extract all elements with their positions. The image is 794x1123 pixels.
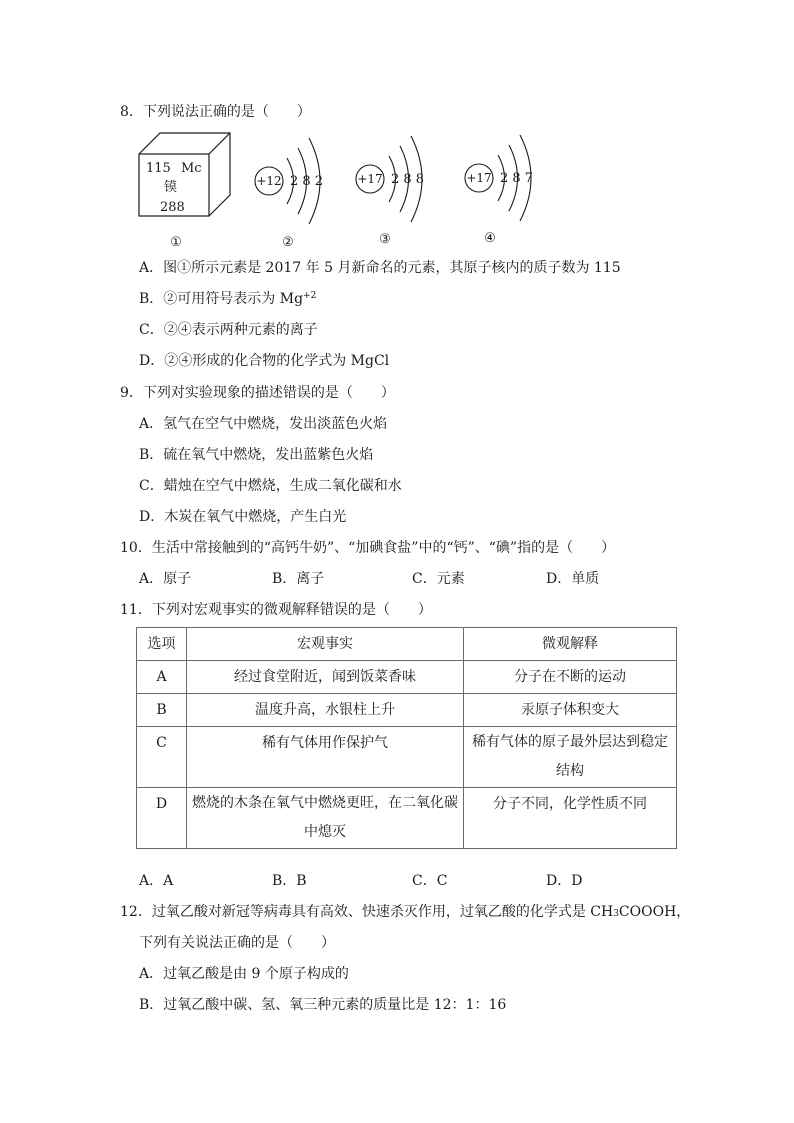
- table-cell: 汞原子体积变大: [464, 694, 677, 727]
- table-header-cell: 微观解释: [464, 628, 677, 661]
- atom4-shells: 2 8 7: [500, 171, 534, 186]
- atom2-nucleus: +12: [256, 174, 282, 188]
- q8-option-b-charge: +2: [303, 291, 317, 301]
- fig-label-4: ④: [484, 231, 496, 246]
- q9-option-d: D．木炭在氧气中燃烧，产生白光: [139, 509, 347, 525]
- atom-structure-4: [465, 135, 533, 221]
- q12-stem-part2: COOOH，: [618, 904, 691, 920]
- table-cell: A: [137, 661, 187, 694]
- q11-table: [136, 627, 677, 849]
- table-cell: 经过食堂附近，闻到饭菜香味: [187, 661, 464, 694]
- q12-stem-line2: 下列有关说法正确的是（ ）: [139, 935, 335, 951]
- q11-stem: 11．下列对宏观事实的微观解释错误的是（ ）: [120, 602, 432, 618]
- q9-stem: 9．下列对实验现象的描述错误的是（ ）: [120, 385, 395, 401]
- q8-figure: [0, 0, 794, 260]
- q11-option-b: B．B: [272, 873, 307, 889]
- table-cell: 温度升高，水银柱上升: [187, 694, 464, 727]
- element-mass: 288: [160, 200, 185, 215]
- atom-structure-2: [255, 138, 323, 224]
- q11-options: [139, 871, 639, 891]
- q10-stem: 10．生活中常接触到的“高钙牛奶”、“加碘食盐”中的“钙”、“碘”指的是（ ）: [120, 540, 616, 556]
- q11-option-a: A．A: [139, 873, 174, 889]
- table-cell: D: [137, 788, 187, 849]
- q10-option-b: B．离子: [272, 571, 325, 587]
- element-name: 镆: [164, 180, 178, 195]
- element-number: 115: [146, 161, 171, 176]
- table-cell: 稀有气体用作保护气: [187, 727, 464, 788]
- element-box-figure: [139, 133, 230, 216]
- q9-option-c: C．蜡烛在空气中燃烧，生成二氧化碳和水: [139, 478, 402, 494]
- table-row: [137, 788, 677, 849]
- q8-option-b: [139, 289, 316, 309]
- table-header-cell: 宏观事实: [187, 628, 464, 661]
- atom-structure-3: [356, 136, 424, 222]
- q8-option-b-text: B．②可用符号表示为 Mg: [139, 291, 304, 307]
- fig-label-3: ③: [379, 232, 391, 247]
- atom2-shells: 2 8 2: [290, 174, 324, 189]
- element-symbol: Mc: [181, 161, 202, 176]
- fig-label-1: ①: [170, 235, 182, 250]
- q8-option-c: C．②④表示两种元素的离子: [139, 322, 318, 338]
- q12-option-b: B．过氧乙酸中碳、氢、氧三种元素的质量比是 12：1：16: [139, 997, 507, 1013]
- q12-option-a: A．过氧乙酸是由 9 个原子构成的: [139, 966, 349, 982]
- table-cell: 稀有气体的原子最外层达到稳定结构: [464, 727, 677, 788]
- fig-label-2: ②: [282, 235, 294, 250]
- q10-option-d: D．单质: [546, 571, 600, 587]
- table-row: [137, 727, 677, 788]
- table-header-cell: 选项: [137, 628, 187, 661]
- atom4-nucleus: +17: [466, 171, 492, 185]
- table-row: [137, 661, 677, 694]
- q10-options: [139, 569, 639, 589]
- table-cell: 燃烧的木条在氧气中燃烧更旺，在二氧化碳中熄灭: [187, 788, 464, 849]
- q8-option-d: D．②④形成的化合物的化学式为 MgCl: [139, 353, 390, 369]
- q12-stem: [120, 902, 690, 922]
- atom3-nucleus: +17: [357, 172, 383, 186]
- q8-stem: 8．下列说法正确的是（ ）: [120, 104, 311, 120]
- q10-option-a: A．原子: [139, 571, 192, 587]
- table-row: [137, 694, 677, 727]
- q8-option-a: A．图①所示元素是 2017 年 5 月新命名的元素，其原子核内的质子数为 115: [139, 260, 621, 276]
- table-cell: 分子不同，化学性质不同: [464, 788, 677, 849]
- q12-formula-subscript: 3: [613, 909, 619, 919]
- q9-option-a: A．氢气在空气中燃烧，发出淡蓝色火焰: [139, 416, 388, 432]
- table-cell: C: [137, 727, 187, 788]
- q11-option-d: D．D: [546, 873, 583, 889]
- atom3-shells: 2 8 8: [391, 172, 425, 187]
- table-header-row: [137, 628, 677, 661]
- table-cell: B: [137, 694, 187, 727]
- table-cell: 分子在不断的运动: [464, 661, 677, 694]
- q11-option-c: C．C: [412, 873, 448, 889]
- q9-option-b: B．硫在氧气中燃烧，发出蓝紫色火焰: [139, 447, 374, 463]
- q12-stem-part1: 12．过氧乙酸对新冠等病毒具有高效、快速杀灭作用，过氧乙酸的化学式是 CH: [120, 904, 614, 920]
- q10-option-c: C．元素: [412, 571, 465, 587]
